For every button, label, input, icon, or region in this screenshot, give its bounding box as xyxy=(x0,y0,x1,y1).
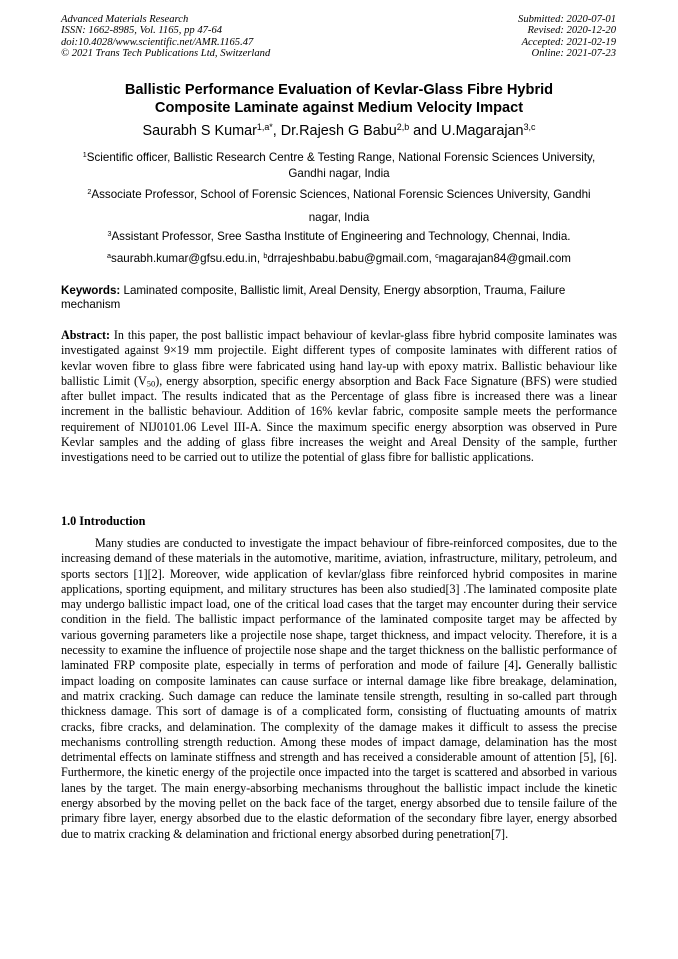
author-emails: $^a$saurabh.kumar@gfsu.edu.in, $^b$drrajeshbabu.babu@gmail.com, $^c$magarajan84@gmail.com xyxy=(107,251,571,265)
affiliation-sup: 3 xyxy=(107,229,112,239)
author-sep: and xyxy=(409,123,442,139)
affiliation-1 xyxy=(75,150,603,181)
affiliation-sup: 1 xyxy=(82,150,87,160)
abstract-label: Abstract: xyxy=(61,328,111,342)
keywords-label: Keywords: xyxy=(61,284,121,297)
abstract-text-2: ), energy absorption, specific energy absorption and Back Face Signature (BFS) were studied after bullet impact. The results indicated that as the Percentage of glass fibre is increased there was a linear increment in the ballistic behaviour. Addition of 16% kevlar fabric, composite sample meets the performance requirement of NIJ0101.06 Level III-A. Since the maximum specific energy absorption was observed in Pure Kevlar samples and the adding of glass fibre increases the weight and Areal Density of the sample, further investigations need to be carried out to utilize the potential of glass fibre for ballistic applications. xyxy=(61,373,617,465)
affiliation-text: Associate Professor, School of Forensic Sciences, National Forensic Sciences University, Gandhi nagar, India xyxy=(91,188,591,224)
author-sup: 2,b xyxy=(396,122,410,133)
keywords xyxy=(61,284,617,311)
submitted-date: Submitted: 2020-07-01 xyxy=(518,14,616,25)
accepted-date: Accepted: 2021-02-19 xyxy=(521,36,616,48)
dates-header xyxy=(518,14,616,59)
email-sup: c xyxy=(435,251,439,261)
intro-text-1: Many studies are conducted to investigate the impact behaviour of fibre-reinforced composites, due to the increasing demand of these materials in the automotive, maritime, aviation, infrastructure, military, petroleum, and sports sectors [1][2]. Moreover, wide application of kevlar/glass fibre reinforced hybrid composites in marine applications, sporting equipment, and military structures has been also studied[3] .The laminated composite plate may undergo ballistic impact load, one of the critical load cases that the target may encounter during their service condition in the field. The ballistic impact performance of the laminated composite target may be affected by various governing parameters like a projectile nose shape, target thickness, and impact velocity. Therefore, it is a necessity to examine the influence of projectile nose shape and the target thickness on the ballistic performance of laminated FRP composite plate, especially in terms of perforation and mode of failure [4] xyxy=(61,536,617,673)
journal-doi: doi:10.4028/www.scientific.net/AMR.1165.47 xyxy=(61,36,254,48)
affiliation-text: Scientific officer, Ballistic Research Centre & Testing Range, National Forensic Sciences University, Gandhi nagar, India xyxy=(86,151,596,180)
email-sup: a xyxy=(107,251,112,261)
abstract-subscript: 50 xyxy=(146,378,156,389)
introduction-paragraph xyxy=(61,536,617,842)
intro-text-2: Generally ballistic impact loading on composite laminates can cause surface or internal damage like fibre breakage, delamination, and matrix cracking. Such damage can reduce the laminate tensile strength, resulting in so-called part through thickness damage. This sort of damage is of a complicated form, consisting of fluctuating amounts of matrix cracks, fibre cracks, and delamination. The complexity of the damage makes it difficult to assess the precise mechanisms controlling strength reduction. Among these modes of impact damage, delamination has the most detrimental effects on laminate stiffness and strength and has received a considerable amount of attention [5], [6]. Furthermore, the kinetic energy of the projectile once impacted into the target is scattered and absorbed in various lanes by the target. The main energy-absorbing mechanisms throughout the ballistic impact include the kinetic energy absorbed by the moving pellet on the back face of the target, energy absorbed due to tensile failure of the primary fibre layer, energy absorbed due to the elastic deformation of the secondary fibre layer, energy absorbed due to matrix cracking & delamination and frictional energy absorbed during penetration[7]. xyxy=(61,658,617,841)
author-list xyxy=(40,122,638,140)
author-name: Saurabh S Kumar xyxy=(142,123,257,139)
author-name: U.Magarajan xyxy=(441,123,524,139)
journal-name: Advanced Materials Research xyxy=(61,14,189,25)
author-sup: 3,c xyxy=(523,122,536,133)
author-sep: , xyxy=(272,123,281,139)
abstract xyxy=(61,328,617,466)
keywords-text: Laminated composite, Ballistic limit, Areal Density, Energy absorption, Trauma, Failure mechanism xyxy=(61,284,566,311)
affiliation-2 xyxy=(75,183,603,229)
affiliation-text: Assistant Professor, Sree Sastha Institute of Engineering and Technology, Chennai, India. xyxy=(111,230,571,243)
journal-issn: ISSN: 1662-8985, Vol. 1165, pp 47-64 xyxy=(61,25,223,37)
journal-header xyxy=(61,14,270,59)
author-name: Dr.Rajesh G Babu xyxy=(280,123,397,139)
abstract-text-1: In this paper, the post ballistic impact behaviour of kevlar-glass fibre hybrid composite laminates was investigated against 9×19 mm projectile. Eight different types of composite laminates with different ratios of kevlar woven fibre to glass fibre were fabricated using hand lay-up with epoxy matrix. Ballistic behaviour like ballistic Limit (V xyxy=(61,328,617,388)
email-sup: b xyxy=(263,251,268,261)
affiliation-3 xyxy=(75,229,603,245)
revised-date: Revised: 2020-12-20 xyxy=(527,25,616,37)
journal-copyright: © 2021 Trans Tech Publications Ltd, Switzerland xyxy=(61,47,271,59)
title-line-2: Composite Laminate against Medium Velocity Impact xyxy=(154,100,524,116)
intro-bold-dot: . xyxy=(518,658,522,673)
email-a: saurabh.kumar@gfsu.edu.in xyxy=(111,252,257,265)
email-b: drrajeshbabu.babu@gmail.com xyxy=(267,252,429,265)
title-line-1: Ballistic Performance Evaluation of Kevlar-Glass Fibre Hybrid xyxy=(124,82,554,98)
section-heading: 1.0 Introduction xyxy=(61,514,146,528)
email-c: magarajan84@gmail.com xyxy=(438,252,571,265)
author-sup: 1,a* xyxy=(256,122,273,133)
affiliation-sup: 2 xyxy=(87,187,92,197)
online-date: Online: 2021-07-23 xyxy=(531,47,616,59)
paper-title xyxy=(40,81,638,117)
